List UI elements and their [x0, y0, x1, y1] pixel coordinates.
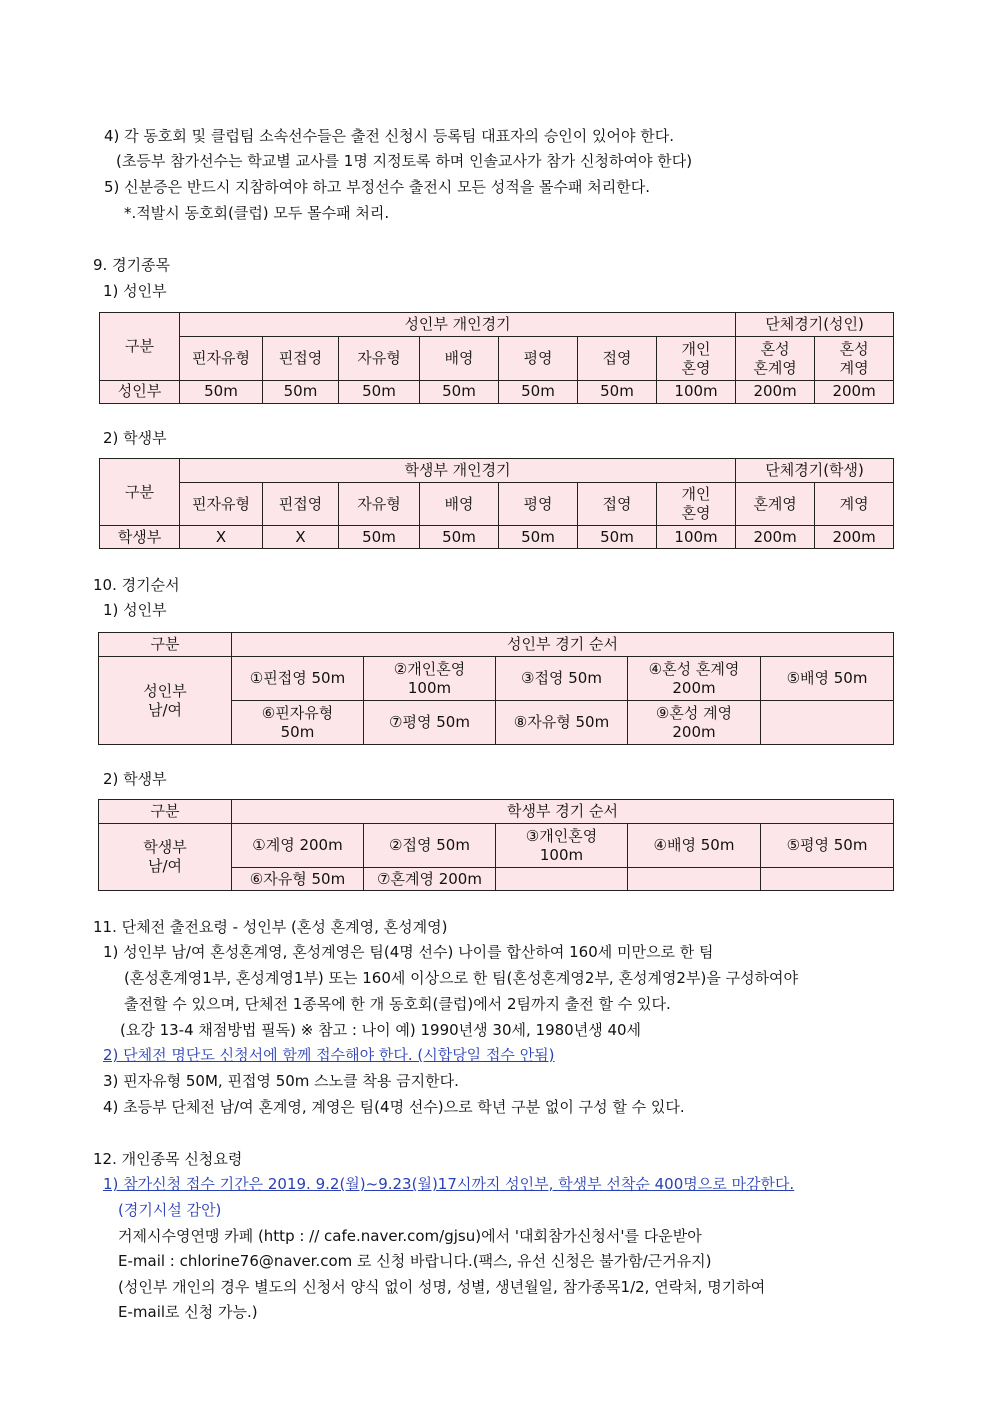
table-cell: X	[180, 526, 263, 549]
gubun-header: 구분	[100, 459, 180, 526]
order-cell: ⑦혼계영 200m	[364, 868, 496, 891]
section-10-adult-label: 1) 성인부	[103, 601, 167, 619]
order-cell: ⑥자유형 50m	[232, 868, 364, 891]
order-cell: ④배영 50m	[628, 824, 761, 868]
col-header: 핀접영	[263, 483, 339, 526]
section-9-adult-label: 1) 성인부	[103, 282, 167, 300]
entry-rule-1: 1) 참가신청 접수 기간은 2019. 9.2(월)~9.23(월)17시까지 성인부, 학생부 선착순 400명으로 마감한다.	[103, 1175, 795, 1193]
gubun-header: 구분	[99, 800, 232, 824]
col-header: 혼성 계영	[815, 337, 894, 380]
table-cell: 100m	[657, 526, 736, 549]
rule-4-note: (초등부 참가선수는 학교별 교사를 1명 지정토록 하며 인솔교사가 참가 신청하여야 한다)	[116, 152, 693, 170]
order-cell: ⑥핀자유형 50m	[232, 701, 364, 745]
table-cell: 50m	[339, 526, 420, 549]
order-cell: ①핀접영 50m	[232, 657, 364, 701]
order-cell	[761, 868, 894, 891]
col-header: 평영	[499, 483, 578, 526]
individual-header: 성인부 개인경기	[180, 313, 736, 337]
team-rule-2: 2) 단체전 명단도 신청서에 함께 접수해야 한다. (시합당일 접수 안됨)	[103, 1046, 555, 1064]
gubun-header: 구분	[100, 313, 180, 381]
entry-email-info: E-mail : chlorine76@naver.com 로 신청 바랍니다.(팩스, 유선 신청은 불가함/근거유지)	[118, 1252, 712, 1270]
order-cell: ②개인혼영 100m	[364, 657, 496, 701]
student-order-table	[98, 799, 894, 891]
row-label: 학생부 남/여	[99, 824, 232, 891]
rule-5: 5) 신분증은 반드시 지참하여야 하고 부정선수 출전시 모든 성적을 몰수패 처리한다.	[104, 178, 651, 196]
col-header: 개인 혼영	[657, 483, 736, 526]
adult-events-table	[99, 312, 894, 404]
order-header: 성인부 경기 순서	[232, 633, 894, 657]
col-header: 핀접영	[263, 337, 339, 380]
gubun-header: 구분	[99, 633, 232, 657]
rule-4: 4) 각 동호회 및 클럽팀 소속선수들은 출전 신청시 등록팀 대표자의 승인이 있어야 한다.	[104, 127, 675, 145]
section-9-student-label: 2) 학생부	[103, 429, 167, 447]
team-rule-1-cont: (혼성혼계영1부, 혼성계영1부) 또는 160세 이상으로 한 팀(혼성혼계영2부, 혼성계영2부)을 구성하여야	[124, 969, 799, 987]
col-header: 자유형	[339, 337, 420, 380]
col-header: 접영	[578, 337, 657, 380]
order-cell	[761, 701, 894, 745]
section-10-student-label: 2) 학생부	[103, 770, 167, 788]
order-cell: ②접영 50m	[364, 824, 496, 868]
rule-5-note: *.적발시 동호회(클럽) 모두 몰수패 처리.	[124, 204, 390, 222]
order-cell	[628, 868, 761, 891]
table-cell: 50m	[578, 526, 657, 549]
entry-adult-note-cont: E-mail로 신청 가능.)	[118, 1303, 258, 1321]
table-cell: X	[263, 526, 339, 549]
table-cell: 200m	[736, 380, 815, 403]
col-header: 핀자유형	[180, 337, 263, 380]
order-cell: ⑧자유형 50m	[496, 701, 628, 745]
section-10-title: 10. 경기순서	[93, 576, 180, 594]
col-header: 핀자유형	[180, 483, 263, 526]
table-cell: 100m	[657, 380, 736, 403]
col-header: 평영	[499, 337, 578, 380]
team-rule-1-cont2: 출전할 수 있으며, 단체전 1종목에 한 개 동호회(클럽)에서 2팀까지 출전 할 수 있다.	[124, 995, 671, 1013]
col-header: 개인 혼영	[657, 337, 736, 380]
entry-rule-1-note: (경기시설 감안)	[118, 1201, 222, 1219]
table-cell: 200m	[736, 526, 815, 549]
order-cell: ③개인혼영 100m	[496, 824, 628, 868]
col-header: 배영	[420, 337, 499, 380]
col-header: 자유형	[339, 483, 420, 526]
student-events-table	[99, 458, 894, 549]
table-cell: 50m	[499, 526, 578, 549]
team-header: 단체경기(학생)	[736, 459, 894, 483]
table-cell: 50m	[263, 380, 339, 403]
entry-adult-note: (성인부 개인의 경우 별도의 신청서 양식 없이 성명, 성별, 생년월일, 참가종목1/2, 연락처, 명기하여	[118, 1278, 766, 1296]
table-cell: 50m	[339, 380, 420, 403]
order-cell	[496, 868, 628, 891]
row-label: 성인부 남/여	[99, 657, 232, 745]
table-cell: 50m	[499, 380, 578, 403]
row-label: 성인부	[100, 380, 180, 403]
adult-order-table	[98, 632, 894, 745]
order-header: 학생부 경기 순서	[232, 800, 894, 824]
order-cell: ⑨혼성 계영 200m	[628, 701, 761, 745]
entry-download-info: 거제시수영연맹 카페 (http : // cafe.naver.com/gjsu)에서 '대회참가신청서'를 다운받아	[118, 1227, 702, 1245]
table-cell: 50m	[420, 526, 499, 549]
team-header: 단체경기(성인)	[736, 313, 894, 337]
team-rule-3: 3) 핀자유형 50M, 핀접영 50m 스노클 착용 금지한다.	[103, 1072, 459, 1090]
table-cell: 50m	[420, 380, 499, 403]
section-9-title: 9. 경기종목	[93, 256, 171, 274]
col-header: 혼계영	[736, 483, 815, 526]
table-cell: 200m	[815, 526, 894, 549]
table-cell: 50m	[578, 380, 657, 403]
order-cell: ⑤평영 50m	[761, 824, 894, 868]
order-cell: ⑦평영 50m	[364, 701, 496, 745]
team-rule-1: 1) 성인부 남/여 혼성혼계영, 혼성계영은 팀(4명 선수) 나이를 합산하여 160세 미만으로 한 팀	[103, 943, 714, 961]
section-11-title: 11. 단체전 출전요령 - 성인부 (혼성 혼계영, 혼성계영)	[93, 918, 448, 936]
section-12-title: 12. 개인종목 신청요령	[93, 1150, 243, 1168]
col-header: 혼성 혼계영	[736, 337, 815, 380]
col-header: 계영	[815, 483, 894, 526]
table-cell: 50m	[180, 380, 263, 403]
table-cell: 200m	[815, 380, 894, 403]
col-header: 접영	[578, 483, 657, 526]
individual-header: 학생부 개인경기	[180, 459, 736, 483]
team-rule-4: 4) 초등부 단체전 남/여 혼계영, 계영은 팀(4명 선수)으로 학년 구분 없이 구성 할 수 있다.	[103, 1098, 685, 1116]
order-cell: ④혼성 혼계영 200m	[628, 657, 761, 701]
order-cell: ⑤배영 50m	[761, 657, 894, 701]
team-rule-1-note: (요강 13-4 채점방법 필독) ※ 참고 : 나이 예) 1990년생 30세, 1980년생 40세	[120, 1021, 642, 1039]
col-header: 배영	[420, 483, 499, 526]
order-cell: ③접영 50m	[496, 657, 628, 701]
row-label: 학생부	[100, 526, 180, 549]
order-cell: ①계영 200m	[232, 824, 364, 868]
